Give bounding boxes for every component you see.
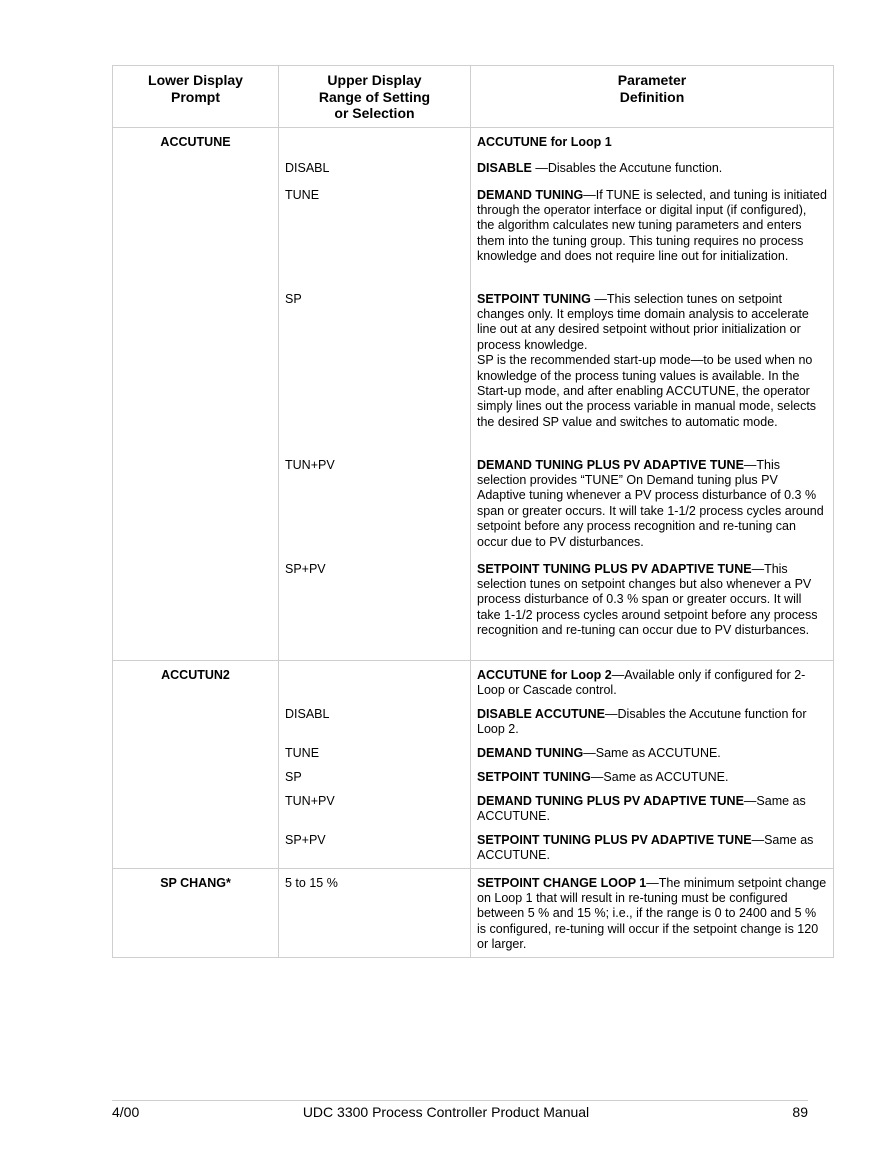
header-lower-display-prompt [113, 66, 279, 128]
definition-entry [471, 746, 833, 761]
setting-option: TUNE [285, 745, 320, 760]
definition-key: SETPOINT TUNING [477, 291, 591, 306]
parameter-definitions [471, 660, 834, 868]
table-row [113, 868, 834, 957]
definition-entry [471, 292, 833, 431]
lower-display-prompt: SP CHANG* [113, 868, 279, 957]
setting-option: 5 to 15 % [285, 875, 338, 890]
definition-text: —Same as ACCUTUNE. [477, 793, 806, 823]
definition-text: —Available only if configured for 2-Loop or Cascade control. [477, 667, 806, 697]
definition-text: —Same as ACCUTUNE. [477, 832, 814, 862]
definition-key: SETPOINT TUNING [477, 769, 591, 784]
definition-key: SETPOINT TUNING PLUS PV ADAPTIVE TUNE [477, 561, 752, 576]
definition-entry [471, 458, 833, 550]
lower-display-prompt: ACCUTUNE [113, 127, 279, 660]
definition-text: —Disables the Accutune function for Loop 2. [477, 706, 807, 736]
definition-key: DEMAND TUNING PLUS PV ADAPTIVE TUNE [477, 793, 744, 808]
header-line: Upper Display [327, 72, 422, 88]
lower-display-prompt: ACCUTUN2 [113, 660, 279, 868]
footer-title: UDC 3300 Process Controller Product Manual [302, 1104, 590, 1120]
header-line: Lower Display [148, 72, 243, 88]
definition-key: ACCUTUNE for Loop 1 [477, 134, 612, 149]
definition-key: DEMAND TUNING PLUS PV ADAPTIVE TUNE [477, 457, 744, 472]
setting-option: TUN+PV [285, 457, 335, 472]
parameter-definitions [471, 868, 834, 957]
upper-display-options [279, 127, 471, 660]
parameter-table [112, 65, 834, 958]
definition-text: —This selection tunes on setpoint changes only. It employs time domain analysis to accelerate line out at any desired setpoint without prior initialization or process knowledge. [477, 291, 809, 352]
definition-text: —This selection tunes on setpoint changes but also whenever a PV process disturbance of 0.3 % span or greater occurs. It will take 1-1/2 process cycles around setpoint before any process recognition and re-tuning can occur due to PV disturbances. [477, 561, 818, 638]
header-parameter-definition [471, 66, 834, 128]
setting-option: SP+PV [285, 832, 326, 847]
header-line: Range of Setting [318, 88, 431, 105]
setting-option: SP+PV [285, 561, 326, 576]
setting-option: SP [285, 291, 302, 306]
definition-key: DEMAND TUNING [477, 187, 584, 202]
definition-text: —Same as ACCUTUNE. [590, 769, 729, 784]
parameter-definitions [471, 127, 834, 660]
setting-option: TUNE [285, 187, 320, 202]
header-line: Prompt [171, 88, 220, 105]
setting-option: TUN+PV [285, 793, 335, 808]
definition-entry [471, 188, 833, 265]
header-line: Definition [619, 88, 685, 105]
definition-note: SP is the recommended start-up mode—to be used when no knowledge of the process tuning values is available. In the Start-up mode, and after enabling ACCUTUNE, the operator simply lines out the process variable in manual mode, selects the desired SP value and switches to automatic mode. [477, 353, 817, 429]
footer-date: 4/00 [112, 1104, 140, 1120]
definition-text: —The minimum setpoint change on Loop 1 that will result in re-tuning must be configured between 5 % and 15 %; i.e., if the range is 0 to 2400 and 5 % is configured, re-tuning will occur if the setpoint change is 120 or larger. [477, 875, 827, 952]
definition-key: SETPOINT CHANGE LOOP 1 [477, 875, 647, 890]
definition-key: ACCUTUNE for Loop 2 [477, 667, 612, 682]
definition-text: —If TUNE is selected, and tuning is initiated through the operator interface or digital input (if configured), the algorithm calculates new tuning parameters and enters them into the tuning group. This tuning requires no process knowledge and does not require line out for initialization. [477, 187, 827, 264]
definition-entry [471, 794, 833, 825]
definition-key: SETPOINT TUNING PLUS PV ADAPTIVE TUNE [477, 832, 752, 847]
definition-text: —Same as ACCUTUNE. [583, 745, 721, 760]
definition-key: DISABLE ACCUTUNE [477, 706, 606, 721]
header-line: Parameter [617, 72, 687, 88]
definition-key: DEMAND TUNING [477, 745, 584, 760]
definition-entry [471, 668, 833, 699]
footer-rule [112, 1100, 808, 1101]
definition-entry [471, 707, 833, 738]
definition-entry [471, 161, 833, 176]
upper-display-options [279, 660, 471, 868]
definition-entry [471, 876, 833, 953]
definition-entry [471, 833, 833, 864]
table-row [113, 127, 834, 660]
definition-key: DISABLE [477, 160, 532, 175]
setting-option: DISABL [285, 160, 330, 175]
header-line: or Selection [334, 105, 415, 121]
setting-option: SP [285, 769, 302, 784]
definition-text: —This selection provides “TUNE” On Demand tuning plus PV Adaptive tuning whenever a PV process disturbance of 0.3 % span or greater occurs. It will take 1-1/2 process cycles around setpoint before any process recognition and re-tuning can occur due to PV disturbances. [477, 457, 824, 549]
definition-entry [471, 135, 833, 150]
table-row [113, 660, 834, 868]
definition-entry [471, 770, 833, 785]
header-upper-display-range [279, 66, 471, 128]
footer-page-number: 89 [792, 1104, 808, 1120]
header-row [113, 66, 834, 128]
setting-option: DISABL [285, 706, 330, 721]
definition-text: —Disables the Accutune function. [531, 160, 723, 175]
definition-entry [471, 562, 833, 639]
upper-display-options [279, 868, 471, 957]
